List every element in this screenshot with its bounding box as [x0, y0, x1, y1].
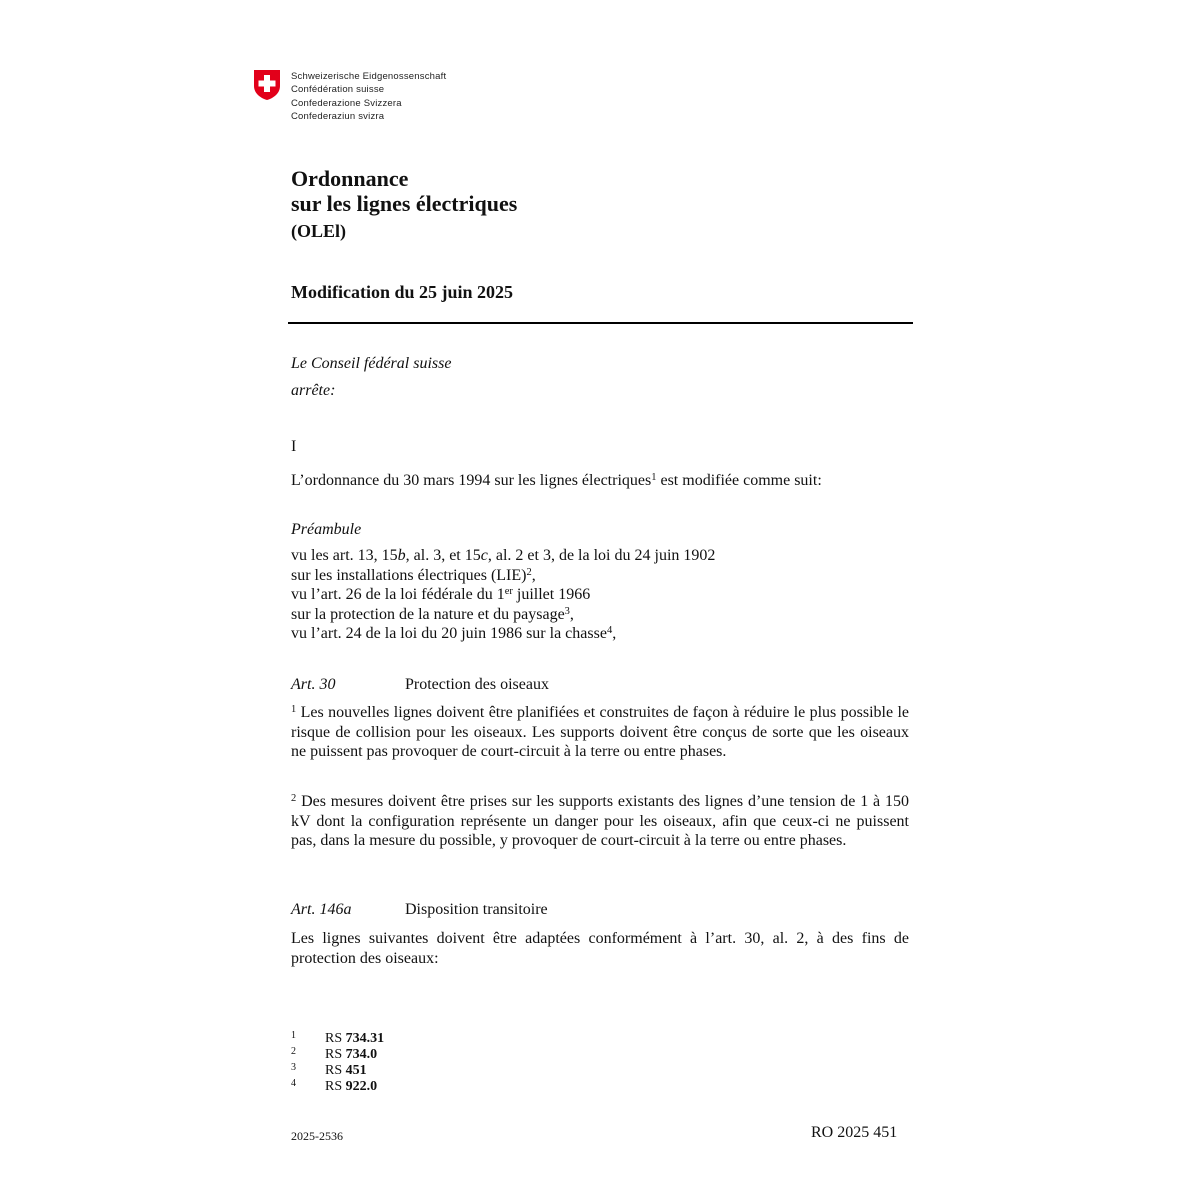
preamble-line-3: vu l’art. 26 de la loi fédérale du 1er juillet 1966 [291, 586, 591, 603]
preamble-line-2: sur les installations électriques (LIE)$^2$, [291, 566, 536, 584]
footnote-ref-2[interactable]: 2 [526, 566, 532, 578]
footnote-ref-3[interactable]: 3 [564, 605, 570, 617]
preamble-text [291, 546, 911, 644]
footnote-ref-1[interactable]: 1 [651, 472, 657, 483]
article-146a-paragraph: Les lignes suivantes doivent être adaptées conformément à l’art. 30, al. 2, à des fins de protection des oiseaux: [291, 930, 909, 967]
council-line: Le Conseil fédéral suisse [291, 355, 452, 372]
title-abbreviation: (OLEl) [291, 221, 347, 241]
footnote-ref-4[interactable]: 4 [606, 625, 613, 636]
article-146a-number: Art. 146a [291, 901, 352, 918]
preamble-line-4: sur la protection de la nature et du paysage$^3$, [291, 605, 574, 623]
federation-line-fr: Confédération suisse [291, 84, 385, 96]
arrete-line: arrête: [291, 382, 336, 399]
swiss-cross-logo [253, 69, 281, 101]
document-title [291, 166, 517, 244]
article-146a-title: Disposition transitoire [405, 901, 548, 918]
article-30-title: Protection des oiseaux [405, 676, 549, 693]
modification-date: Modification du 25 juin 2025 [291, 282, 514, 302]
article-30-paragraph-2: $^2$ Des mesures doivent être prises sur les supports existants des lignes d’une tension de 1 à 150 kV dont la configuration représente un danger pour les oiseaux, afin que ceux-ci ne puissent pas, dans la mesure du possible, y provoquer de court-circuit à la terre ou entre phases. [291, 793, 909, 849]
title-line-1: Ordonnance [291, 166, 409, 191]
federation-line-rm: Confederaziun svizra [291, 111, 385, 123]
intro-text-end: est modifiée comme suit: [656, 472, 822, 489]
article-30-number: Art. 30 [291, 676, 336, 693]
federation-names [291, 70, 446, 124]
federation-line-it: Confederazione Svizzera [291, 97, 402, 109]
preamble-title: Préambule [291, 521, 362, 538]
ro-reference: RO 2025 451 [811, 1124, 898, 1141]
intro-paragraph [291, 471, 822, 491]
document-number: 2025-2536 [291, 1129, 343, 1143]
section-number: I [291, 438, 297, 455]
preamble-line-5: vu l’art. 24 de la loi du 20 juin 1986 sur la chasse$^4$, [291, 625, 617, 642]
federation-line-de: Schweizerische Eidgenossenschaft [291, 71, 447, 82]
title-divider [288, 322, 913, 324]
article-30-paragraph-1: $^1$ Les nouvelles lignes doivent être planifiées et construites de façon à réduire le plus possible le risque de collision pour les oiseaux. Les supports doivent être conçus de sorte que les oiseaux ne puissent pas provoquer de court-circuit à la terre ou entre phases. [291, 704, 909, 760]
title-line-2: sur les lignes électriques [291, 191, 518, 216]
intro-text: L’ordonnance du 30 mars 1994 sur les lignes électriques [291, 472, 652, 489]
preamble-line-1: vu les art. 13, 15b, al. 3, et 15c, al. 2 et 3, de la loi du 24 juin 1902 [291, 547, 716, 564]
